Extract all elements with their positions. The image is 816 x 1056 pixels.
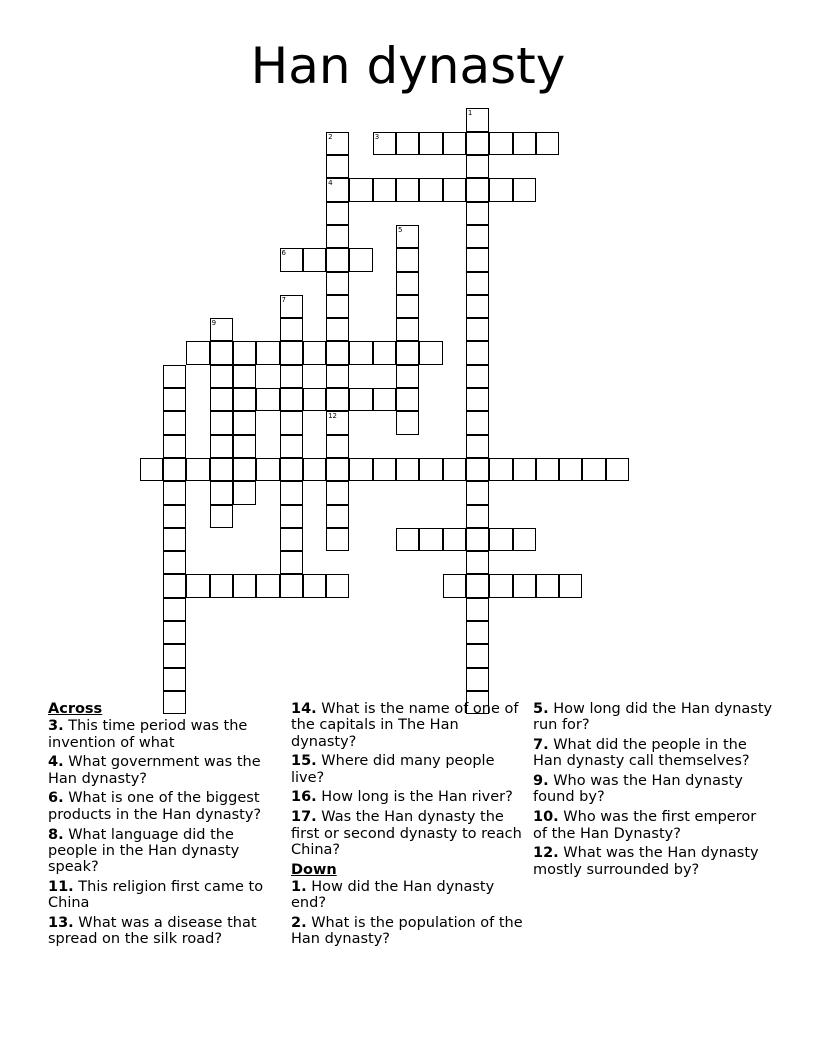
clue-item-number: 8. — [48, 826, 64, 843]
clue-item-number: 4. — [48, 754, 64, 771]
grid-cell[interactable] — [326, 225, 349, 248]
grid-cell[interactable] — [210, 365, 233, 388]
grid-cell[interactable] — [163, 365, 186, 388]
grid-cell[interactable] — [396, 272, 419, 295]
grid-cell[interactable] — [466, 272, 489, 295]
grid-cell[interactable] — [280, 551, 303, 574]
clue-item-text: Who was the first emperor of the Han Dynasty? — [533, 809, 757, 842]
clue-item-text: How long did the Han dynasty run for? — [533, 701, 773, 734]
grid-cell[interactable] — [256, 341, 279, 364]
clue-item-number: 5. — [533, 701, 549, 717]
grid-cell[interactable] — [326, 155, 349, 178]
grid-cell[interactable] — [163, 411, 186, 434]
grid-cell[interactable] — [396, 528, 419, 551]
clue-item-number: 1. — [291, 878, 307, 895]
clue-item-number: 2. — [291, 915, 307, 932]
grid-cell[interactable] — [233, 458, 256, 481]
grid-cell[interactable] — [210, 481, 233, 504]
clue-item — [291, 809, 523, 858]
clue-number: 9 — [211, 319, 217, 328]
grid-cell[interactable] — [326, 574, 349, 597]
grid-cell[interactable] — [513, 528, 536, 551]
grid-cell[interactable] — [489, 458, 512, 481]
grid-cell[interactable] — [163, 621, 186, 644]
grid-cell[interactable] — [163, 598, 186, 621]
grid-cell[interactable] — [326, 318, 349, 341]
grid-cell[interactable] — [396, 248, 419, 271]
grid-cell[interactable] — [466, 155, 489, 178]
grid-cell[interactable] — [559, 458, 582, 481]
grid-cell[interactable] — [513, 458, 536, 481]
grid-cell[interactable] — [513, 132, 536, 155]
clue-item-number: 13. — [48, 915, 74, 932]
grid-cell[interactable] — [233, 411, 256, 434]
clues-column-1 — [48, 701, 280, 951]
grid-cell[interactable] — [466, 481, 489, 504]
grid-cell[interactable] — [280, 318, 303, 341]
grid-cell[interactable] — [373, 178, 396, 201]
grid-cell[interactable] — [419, 341, 442, 364]
grid-cell[interactable] — [443, 458, 466, 481]
grid-cell[interactable] — [396, 388, 419, 411]
grid-cell[interactable] — [466, 341, 489, 364]
grid-cell[interactable] — [606, 458, 629, 481]
grid-cell[interactable] — [303, 458, 326, 481]
clue-item-text: How long is the Han river? — [316, 789, 513, 806]
grid-cell[interactable] — [443, 528, 466, 551]
grid-cell[interactable] — [326, 388, 349, 411]
grid-cell[interactable] — [210, 505, 233, 528]
grid-cell[interactable] — [373, 341, 396, 364]
grid-cell[interactable] — [186, 574, 209, 597]
grid-cell[interactable] — [513, 574, 536, 597]
grid-cell[interactable] — [163, 551, 186, 574]
grid-cell[interactable] — [466, 318, 489, 341]
grid-cell[interactable] — [326, 272, 349, 295]
grid-cell[interactable] — [280, 528, 303, 551]
grid-cell[interactable] — [210, 341, 233, 364]
clue-item-text: What is one of the biggest products in the Han dynasty? — [48, 790, 262, 823]
grid-cell[interactable] — [280, 505, 303, 528]
clue-item-text: This religion first came to China — [48, 878, 264, 912]
clue-item — [533, 845, 773, 878]
clue-item — [291, 701, 523, 750]
clue-item — [48, 827, 280, 876]
clue-number: 6 — [281, 249, 286, 258]
grid-cell[interactable] — [303, 388, 326, 411]
grid-cell[interactable] — [489, 528, 512, 551]
clue-item — [533, 737, 773, 770]
grid-cell[interactable] — [280, 365, 303, 388]
clue-item — [291, 879, 523, 912]
grid-cell[interactable] — [163, 435, 186, 458]
grid-cell[interactable] — [210, 388, 233, 411]
grid-cell[interactable] — [443, 132, 466, 155]
grid-cell[interactable] — [280, 341, 303, 364]
clue-item — [48, 915, 280, 948]
grid-cell[interactable] — [326, 481, 349, 504]
grid-cell[interactable] — [396, 365, 419, 388]
grid-cell[interactable] — [349, 341, 372, 364]
grid-cell[interactable] — [396, 341, 419, 364]
clue-number: 5 — [398, 225, 403, 234]
clue-item — [533, 773, 773, 806]
clues-column-3 — [533, 701, 773, 881]
grid-cell[interactable] — [210, 318, 233, 341]
clue-item-number: 9. — [533, 773, 549, 790]
grid-cell[interactable] — [326, 365, 349, 388]
clue-item — [291, 753, 523, 786]
grid-cell[interactable] — [326, 202, 349, 225]
grid-cell[interactable] — [466, 435, 489, 458]
grid-cell[interactable] — [466, 621, 489, 644]
grid-cell[interactable] — [373, 388, 396, 411]
down-heading: Down — [291, 861, 337, 878]
clue-number: 1 — [467, 109, 473, 118]
grid-cell[interactable] — [303, 248, 326, 271]
grid-cell[interactable] — [466, 458, 489, 481]
grid-cell[interactable] — [326, 132, 349, 155]
clue-item-number: 6. — [48, 790, 64, 807]
grid-cell[interactable] — [536, 458, 559, 481]
grid-cell[interactable] — [466, 225, 489, 248]
grid-cell[interactable] — [280, 295, 303, 318]
grid-cell[interactable] — [303, 341, 326, 364]
grid-cell[interactable] — [163, 388, 186, 411]
grid-cell[interactable] — [326, 341, 349, 364]
clue-item-text: What is the name of one of the capitals in The Han dynasty? — [291, 701, 519, 750]
clue-item-number: 17. — [291, 809, 317, 826]
grid-cell[interactable] — [326, 505, 349, 528]
grid-cell[interactable] — [419, 178, 442, 201]
grid-cell[interactable] — [186, 341, 209, 364]
grid-cell[interactable] — [466, 365, 489, 388]
grid-cell[interactable] — [396, 225, 419, 248]
grid-cell[interactable] — [326, 295, 349, 318]
grid-cell[interactable] — [210, 435, 233, 458]
clue-number: 12 — [328, 412, 338, 421]
grid-cell[interactable] — [466, 598, 489, 621]
grid-cell[interactable] — [326, 528, 349, 551]
grid-cell[interactable] — [396, 318, 419, 341]
grid-cell[interactable] — [443, 574, 466, 597]
grid-cell[interactable] — [140, 458, 163, 481]
grid-cell[interactable] — [163, 668, 186, 691]
grid-cell[interactable] — [210, 411, 233, 434]
grid-cell[interactable] — [163, 528, 186, 551]
grid-cell[interactable] — [280, 411, 303, 434]
grid-cell[interactable] — [373, 132, 396, 155]
clue-item-text: What was a disease that spread on the silk road? — [48, 915, 257, 948]
grid-cell[interactable] — [210, 574, 233, 597]
clue-item-number: 12. — [533, 845, 559, 862]
clue-item-number: 11. — [48, 878, 74, 895]
grid-cell[interactable] — [326, 458, 349, 481]
grid-cell[interactable] — [349, 458, 372, 481]
grid-cell[interactable] — [233, 435, 256, 458]
grid-cell[interactable] — [466, 295, 489, 318]
clue-item — [533, 809, 773, 842]
grid-cell[interactable] — [280, 574, 303, 597]
clue-item-text: What did the people in the Han dynasty call themselves? — [533, 737, 750, 770]
grid-cell[interactable] — [443, 178, 466, 201]
grid-cell[interactable] — [466, 132, 489, 155]
grid-cell[interactable] — [326, 178, 349, 201]
grid-cell[interactable] — [256, 388, 279, 411]
clue-item — [533, 701, 773, 734]
grid-cell[interactable] — [349, 248, 372, 271]
grid-cell[interactable] — [280, 458, 303, 481]
grid-cell[interactable] — [233, 481, 256, 504]
grid-cell[interactable] — [163, 574, 186, 597]
grid-cell[interactable] — [233, 574, 256, 597]
clue-item-text: What is the population of the Han dynasty? — [291, 915, 523, 948]
grid-cell[interactable] — [280, 435, 303, 458]
clue-item-text: Was the Han dynasty the first or second dynasty to reach China? — [291, 809, 522, 858]
grid-cell[interactable] — [466, 388, 489, 411]
puzzle-title: Han dynasty — [250, 37, 566, 95]
grid-cell[interactable] — [349, 388, 372, 411]
grid-cell[interactable] — [280, 388, 303, 411]
grid-cell[interactable] — [489, 132, 512, 155]
grid-cell[interactable] — [396, 295, 419, 318]
clue-item — [48, 718, 280, 751]
grid-cell[interactable] — [466, 528, 489, 551]
clue-item-number: 7. — [533, 737, 549, 754]
grid-cell[interactable] — [396, 458, 419, 481]
grid-cell[interactable] — [326, 248, 349, 271]
clue-item-number: 14. — [291, 701, 317, 717]
clue-item-text: This time period was the invention of what — [48, 718, 248, 751]
grid-cell[interactable] — [582, 458, 605, 481]
grid-cell[interactable] — [466, 202, 489, 225]
clue-item-text: How did the Han dynasty end? — [291, 878, 495, 912]
grid-cell[interactable] — [419, 528, 442, 551]
grid-cell[interactable] — [466, 644, 489, 667]
grid-cell[interactable] — [280, 248, 303, 271]
grid-cell[interactable] — [280, 481, 303, 504]
grid-cell[interactable] — [489, 574, 512, 597]
clue-item-text: Where did many people live? — [291, 753, 495, 786]
grid-cell[interactable] — [163, 644, 186, 667]
grid-cell[interactable] — [233, 341, 256, 364]
grid-cell[interactable] — [466, 248, 489, 271]
clue-item-text: What government was the Han dynasty? — [48, 754, 261, 787]
clue-item — [291, 915, 523, 948]
clue-item-text: What language did the people in the Han dynasty speak? — [48, 826, 240, 876]
clue-item-text: What was the Han dynasty mostly surrounded by? — [533, 845, 759, 878]
grid-cell[interactable] — [186, 458, 209, 481]
grid-cell[interactable] — [256, 574, 279, 597]
clue-item — [48, 754, 280, 787]
grid-cell[interactable] — [396, 411, 419, 434]
grid-cell[interactable] — [256, 458, 279, 481]
grid-cell[interactable] — [326, 411, 349, 434]
grid-cell[interactable] — [396, 178, 419, 201]
grid-cell[interactable] — [349, 178, 372, 201]
clue-item — [291, 789, 523, 805]
clue-number: 4 — [328, 179, 333, 188]
clue-number: 2 — [328, 132, 333, 141]
clue-number: 3 — [374, 132, 380, 141]
grid-cell[interactable] — [513, 178, 536, 201]
grid-cell[interactable] — [466, 668, 489, 691]
grid-cell[interactable] — [210, 458, 233, 481]
grid-cell[interactable] — [163, 481, 186, 504]
grid-cell[interactable] — [303, 574, 326, 597]
clue-number: 7 — [281, 295, 286, 304]
grid-cell[interactable] — [163, 458, 186, 481]
grid-cell[interactable] — [326, 435, 349, 458]
grid-cell[interactable] — [536, 132, 559, 155]
grid-cell[interactable] — [466, 574, 489, 597]
grid-cell[interactable] — [233, 388, 256, 411]
grid-cell[interactable] — [163, 505, 186, 528]
clue-item-number: 16. — [291, 789, 317, 806]
grid-cell[interactable] — [536, 574, 559, 597]
clue-item-number: 15. — [291, 753, 317, 770]
grid-cell[interactable] — [419, 458, 442, 481]
grid-cell[interactable] — [466, 108, 489, 131]
clue-item — [48, 879, 280, 912]
grid-cell[interactable] — [419, 132, 442, 155]
clue-item-number: 10. — [533, 809, 559, 826]
across-heading: Across — [48, 701, 103, 717]
clues-column-2 — [291, 701, 523, 951]
grid-cell[interactable] — [373, 458, 396, 481]
grid-cell[interactable] — [396, 132, 419, 155]
grid-cell[interactable] — [466, 178, 489, 201]
grid-cell[interactable] — [466, 411, 489, 434]
clue-item-text: Who was the Han dynasty found by? — [533, 773, 743, 806]
grid-cell[interactable] — [233, 365, 256, 388]
grid-cell[interactable] — [466, 551, 489, 574]
grid-cell[interactable] — [489, 178, 512, 201]
grid-cell[interactable] — [559, 574, 582, 597]
grid-cell[interactable] — [466, 505, 489, 528]
clue-item-number: 3. — [48, 718, 64, 735]
clue-item — [48, 790, 280, 823]
